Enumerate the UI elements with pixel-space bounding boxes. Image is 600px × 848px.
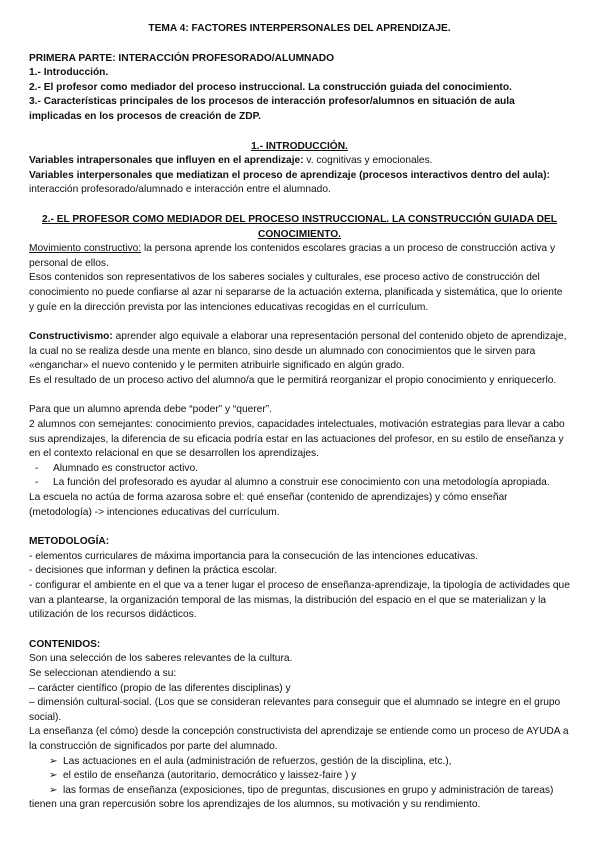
arrow-item: ➢ las formas de enseñanza (exposiciones, tipo de preguntas, discusiones en grupo y administración de tareas) — [29, 784, 570, 799]
paragraph: tienen una gran repercusión sobre los aprendizajes de los alumnos, su motivación y su rendimiento. — [29, 799, 481, 811]
part1-item: 3.- Características principales de los procesos de interacción profesor/alumnos en situación de aula implicadas en los procesos de creación de ZDP. — [29, 96, 515, 122]
paragraph: La enseñanza (el cómo) desde la concepción constructivista del aprendizaje se entiende como un proceso de AYUDA a la construcción de significados por parte del alumnado. — [29, 726, 569, 752]
paragraph: – carácter científico (propio de las diferentes disciplinas) y — [29, 682, 291, 694]
paragraph: Para que un alumno aprenda debe “poder” y “querer”. — [29, 404, 272, 416]
paragraph: La escuela no actúa de forma azarosa sobre el: qué enseñar (contenido de aprendizajes) y cómo enseñar (metodología) -> intenciones educativas del currículum. — [29, 492, 508, 518]
paragraph: Es el resultado de un proceso activo del alumno/a que le permitirá reorganizar el propio conocimiento y enriquecerlo. — [29, 374, 557, 386]
intro-text: v. cognitivas y emocionales. — [303, 155, 433, 167]
part1-heading: PRIMERA PARTE: INTERACCIÓN PROFESORADO/ALUMNADO — [29, 52, 335, 64]
metodologia-item: - configurar el ambiente en el que va a tener lugar el proceso de enseñanza-aprendizaje, la tipología de actividades que van a plantearse, la organización temporal de las mismas, la distribución del espacio en el que se materializan y la utilización de los recursos didácticos. — [29, 580, 570, 621]
contenidos-heading: CONTENIDOS: — [29, 638, 101, 650]
arrow-bullet-icon: ➢ — [49, 784, 58, 796]
arrow-bullet-icon: ➢ — [49, 755, 58, 767]
paragraph: Movimiento constructivo: la persona aprende los contenidos escolares gracias a un proceso de construcción activa y personal de ellos. — [29, 243, 556, 269]
arrow-item: ➢ el estilo de enseñanza (autoritario, democrático y laissez-faire ) y — [29, 769, 570, 784]
intro-heading: 1.- INTRODUCCIÓN. — [251, 140, 348, 152]
paragraph: – dimensión cultural-social. (Los que se consideran relevantes para conseguir que el alumnado se integre en el grupo social). — [29, 697, 561, 723]
paragraph: Constructivismo: aprender algo equivale a elaborar una representación personal del contenido objeto de aprendizaje, la cual no se realiza desde una mente en blanco, sino desde un alumnado con conocimientos que le sirven para «enganchar» el nuevo contenido y le permiten atribuirle significado en algún grado. — [29, 331, 567, 372]
dash-item: - La función del profesorado es ayudar al alumno a construir ese conocimiento con una metodología apropiada. — [35, 477, 550, 489]
constructivismo-label: Constructivismo: — [29, 331, 113, 343]
intro-text: interacción profesorado/alumnado e interacción entre el alumnado. — [29, 184, 331, 196]
movimiento-label: Movimiento constructivo: — [29, 243, 142, 255]
paragraph: Son una selección de los saberes relevantes de la cultura. — [29, 653, 293, 665]
dash-item: - Alumnado es constructor activo. — [35, 462, 198, 474]
part1-item: 1.- Introducción. — [29, 67, 109, 79]
paragraph: 2 alumnos con semejantes: conocimiento previos, capacidades intelectuales, motivación estrategias para llevar a cabo sus aprendizajes, la diferencia de su eficacia podría estar en las actuaciones del profesor, en su estilo de enseñanza y en el contexto relacional en que se desarrollen los aprendizajes. — [29, 419, 565, 460]
metodologia-item: - elementos curriculares de máxima importancia para la consecución de las intenciones educativas. — [29, 550, 479, 562]
metodologia-item: - decisiones que informan y definen la práctica escolar. — [29, 565, 278, 577]
part1-item: 2.- El profesor como mediador del proceso instruccional. La construcción guiada del conocimiento. — [29, 81, 512, 93]
intro-label: Variables intrapersonales que influyen en el aprendizaje: — [29, 155, 304, 167]
document-title: TEMA 4: FACTORES INTERPERSONALES DEL APRENDIZAJE. — [148, 23, 451, 34]
paragraph: Esos contenidos son representativos de los saberes sociales y culturales, ese proceso activo de construcción del conocimiento no puede confiarse al azar ni separarse de la actuación externa, planificada y sistemática, que lo oriente y guíe en la dirección prevista por las intenciones educativas recogidas en el currículum. — [29, 272, 563, 313]
arrow-item: ➢ Las actuaciones en el aula (administración de refuerzos, gestión de la disciplina, etc.), — [29, 755, 570, 770]
section2-heading: 2.- EL PROFESOR COMO MEDIADOR DEL PROCESO INSTRUCCIONAL. LA CONSTRUCCIÓN GUIADA DEL CONOCIMIENTO. — [41, 213, 558, 240]
paragraph: Se seleccionan atendiendo a su: — [29, 667, 177, 679]
intro-paragraph — [29, 169, 570, 198]
arrow-bullet-icon: ➢ — [49, 770, 58, 782]
intro-paragraph — [29, 154, 570, 169]
intro-label: Variables interpersonales que mediatizan el proceso de aprendizaje (procesos interactivos dentro del aula): — [29, 169, 550, 181]
metodologia-heading: METODOLOGÍA: — [29, 536, 110, 548]
